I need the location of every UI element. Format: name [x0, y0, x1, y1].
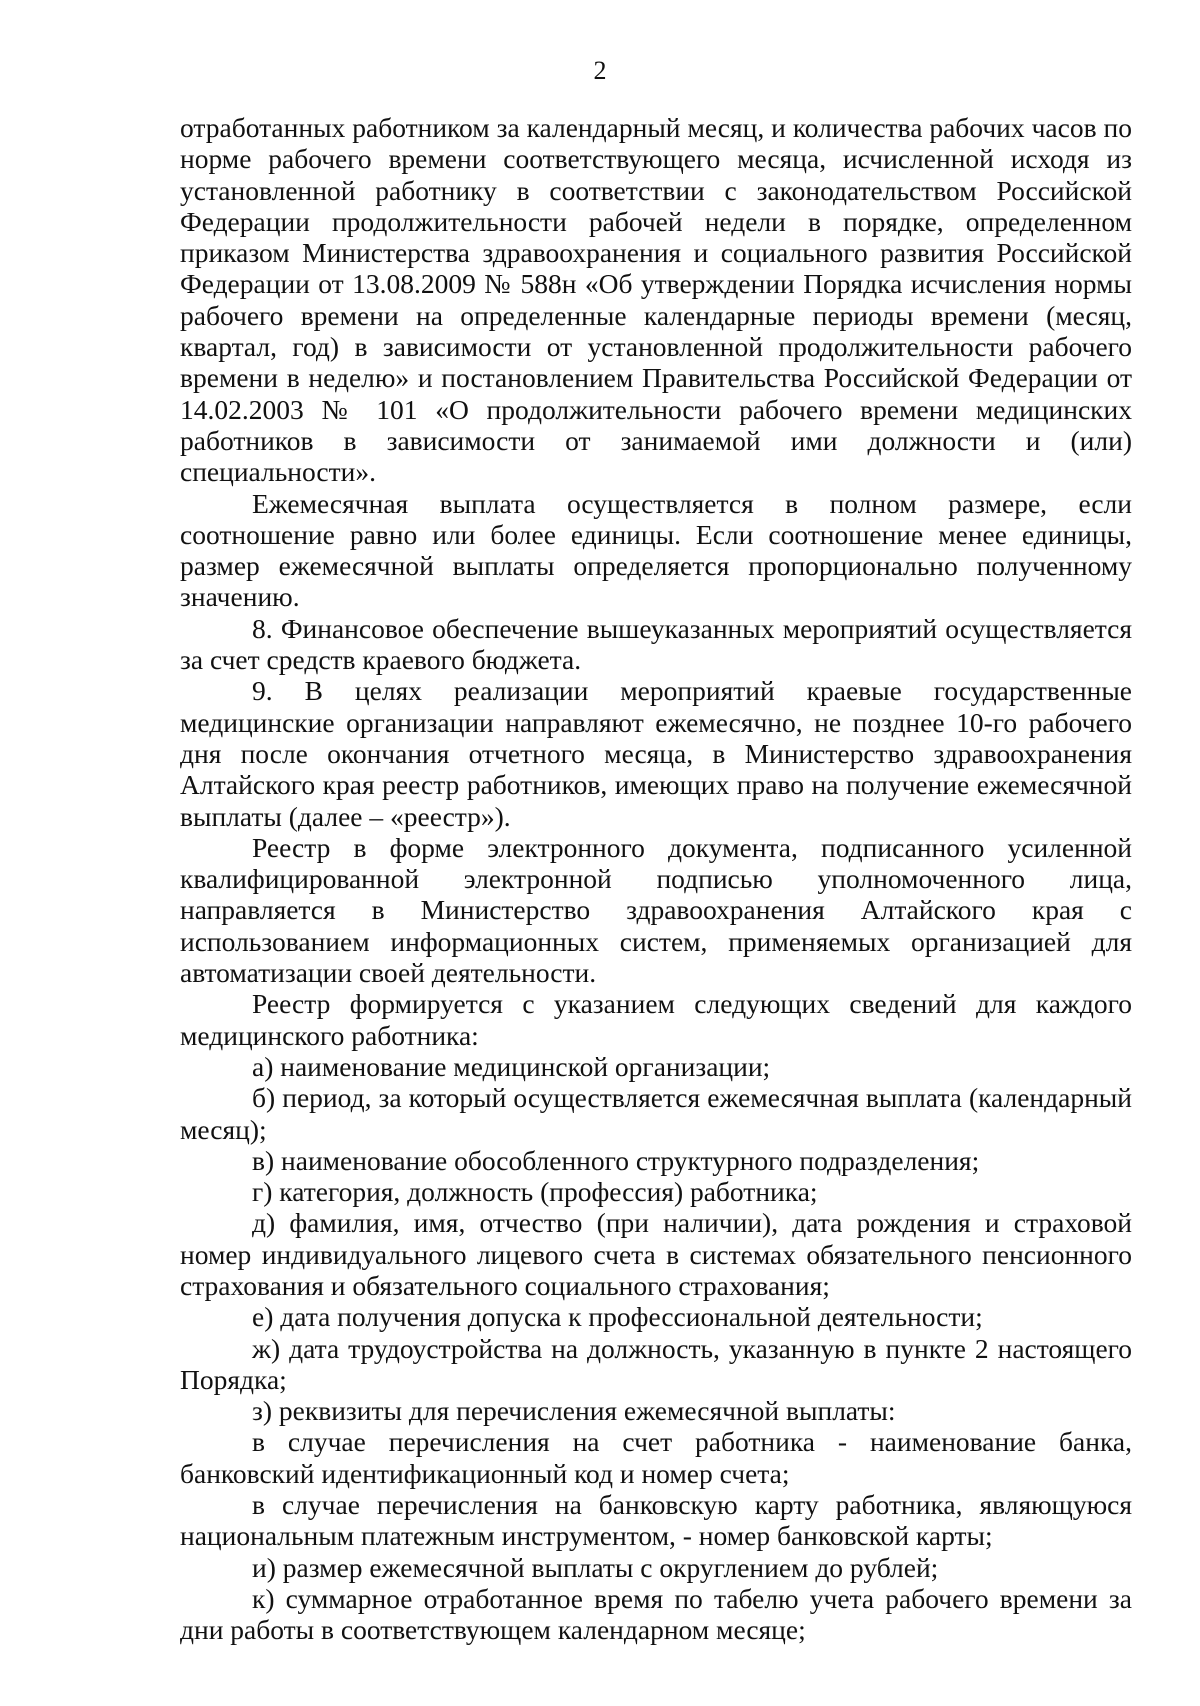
- document-body: [180, 112, 1132, 1646]
- list-item-i: и) размер ежемесячной выплаты с округлением до рублей;: [252, 1551, 939, 1583]
- paragraph-continuation: отработанных работником за календарный месяц, и количества рабочих часов по норме рабочего времени соответствующего месяца, исчисленной исходя из установленной работнику в соответствии с законодательством Российской Федерации продолжительности рабочей недели в порядке, определенном приказом Министерства здравоохранения и социального развития Российской Федерации от 13.08.2009 № 588н «Об утверждении Порядка исчисления нормы рабочего времени на определенные календарные периоды времени (месяц, квартал, год) в зависимости от установленной продолжительности рабочего времени в неделю» и постановлением Правительства Российской Федерации от 14.02.2003 № 101 «О продолжительности рабочего времени медицинских работников в зависимости от занимаемой ими должности и (или) специальности».: [180, 112, 1132, 488]
- list-item-e: е) дата получения допуска к профессиональной деятельности;: [252, 1301, 983, 1333]
- list-item-g: г) категория, должность (профессия) работника;: [252, 1176, 818, 1208]
- list-item-z-account: в случае перечисления на счет работника - наименование банка, банковский идентификационный код и номер счета;: [180, 1426, 1132, 1489]
- paragraph-item-8: 8. Финансовое обеспечение вышеуказанных мероприятий осуществляется за счет средств краевого бюджета.: [180, 612, 1132, 676]
- paragraph-monthly-payment-rule: Ежемесячная выплата осуществляется в полном размере, если соотношение равно или более единицы. Если соотношение менее единицы, размер ежемесячной выплаты определяется пропорционально полученному значению.: [180, 487, 1132, 613]
- paragraph-item-9: 9. В целях реализации мероприятий краевые государственные медицинские организации направляют ежемесячно, не позднее 10-го рабочего дня после окончания отчетного месяца, в Министерство здравоохранения Алтайского края реестр работников, имеющих право на получение ежемесячной выплаты (далее – «реестр»).: [180, 675, 1132, 832]
- list-item-k: к) суммарное отработанное время по табелю учета рабочего времени за дни работы в соответствующем календарном месяце;: [180, 1582, 1132, 1646]
- list-item-zh: ж) дата трудоустройства на должность, указанную в пункте 2 настоящего Порядка;: [180, 1332, 1132, 1395]
- list-item-d: д) фамилия, имя, отчество (при наличии), дата рождения и страховой номер индивидуального лицевого счета в системах обязательного пенсионного страхования и обязательного социального страхования;: [180, 1207, 1132, 1301]
- list-item-b: б) период, за который осуществляется ежемесячная выплата (календарный месяц);: [180, 1082, 1132, 1145]
- list-item-z-card: в случае перечисления на банковскую карту работника, являющуюся национальным платежным инструментом, - номер банковской карты;: [180, 1489, 1132, 1552]
- page-number: 2: [593, 56, 607, 85]
- list-item-z: з) реквизиты для перечисления ежемесячной выплаты:: [252, 1395, 896, 1427]
- paragraph-registry-form: Реестр в форме электронного документа, подписанного усиленной квалифицированной электронной подписью уполномоченного лица, направляется в Министерство здравоохранения Алтайского края с использованием информационных систем, применяемых организацией для автоматизации своей деятельности.: [180, 831, 1132, 989]
- paragraph-registry-contents: Реестр формируется с указанием следующих сведений для каждого медицинского работника:: [180, 988, 1132, 1051]
- list-item-v: в) наименование обособленного структурного подразделения;: [252, 1144, 980, 1176]
- list-item-a: а) наименование медицинской организации;: [252, 1050, 771, 1082]
